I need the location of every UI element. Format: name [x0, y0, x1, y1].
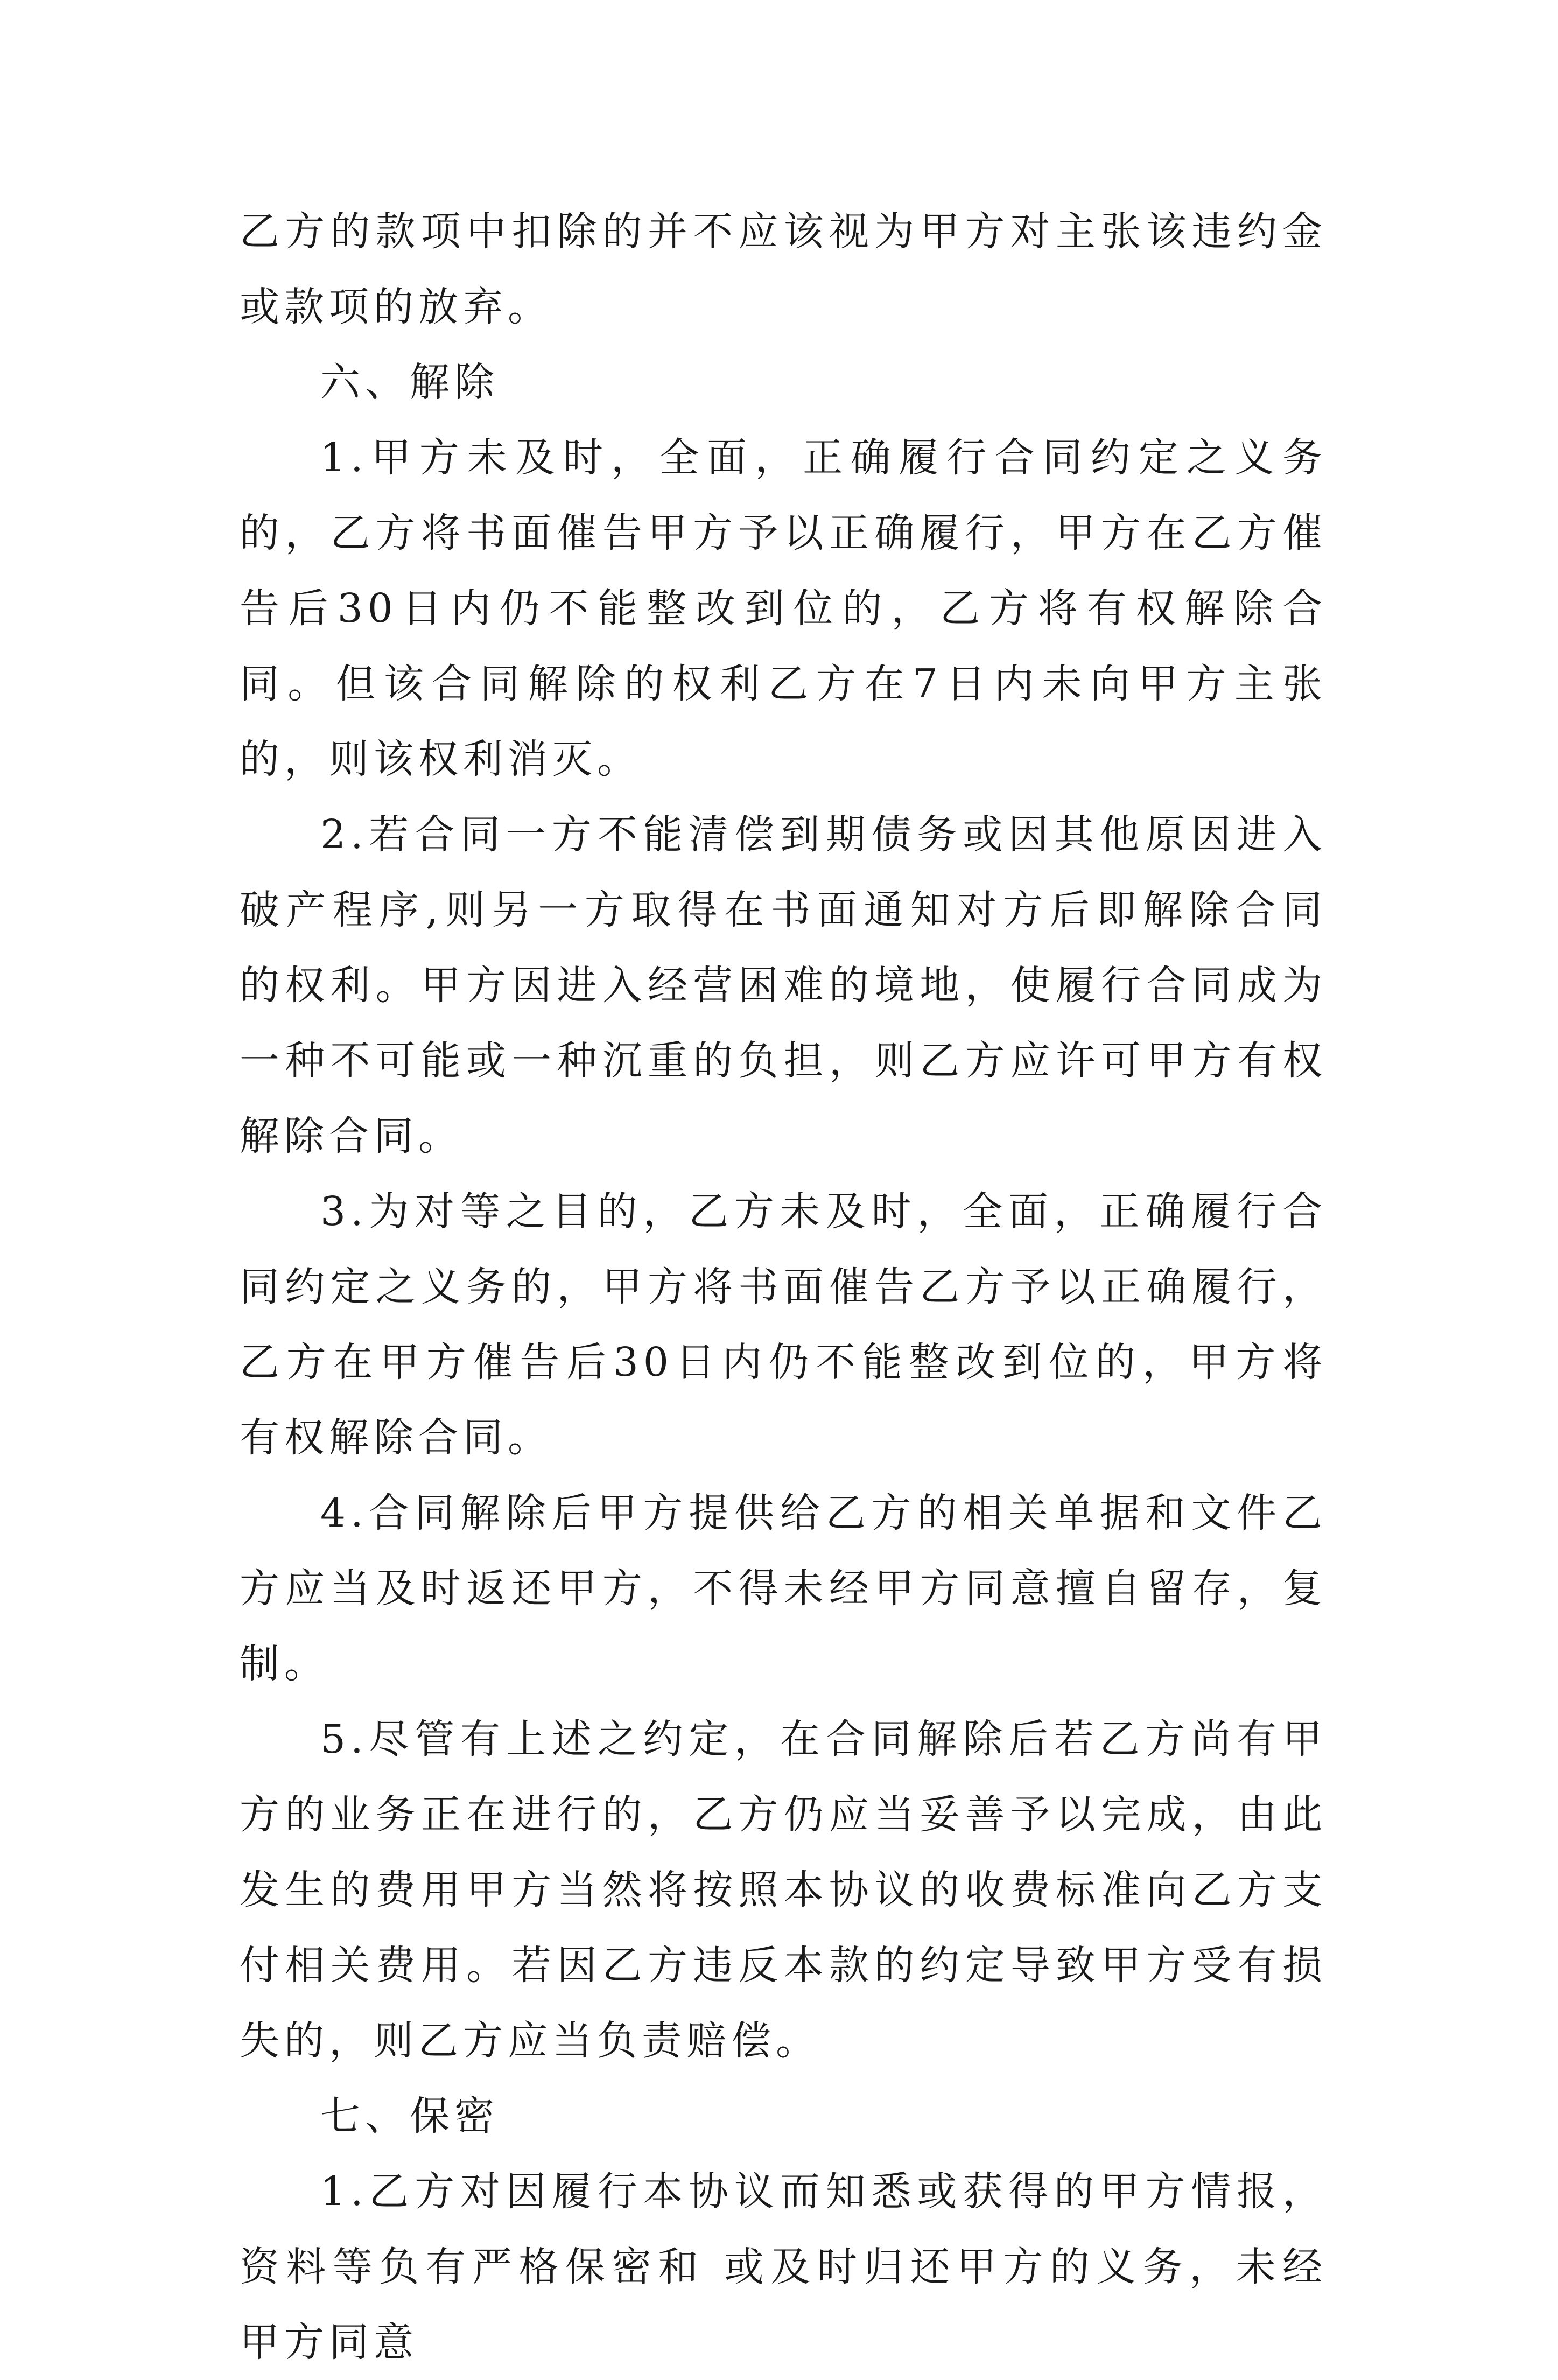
paragraph-continuation: 乙方的款项中扣除的并不应该视为甲方对主张该违约金或款项的放弃。: [240, 208, 1327, 330]
clause-6-3: 3.为对等之目的，乙方未及时，全面，正确履行合同约定之义务的，甲方将书面催告乙方予以正确履行，乙方在甲方催告后30日内仍不能整改到位的，甲方将有权解除合同。: [240, 1188, 1327, 1461]
clause-7-1: 1.乙方对因履行本协议而知悉或获得的甲方情报，资料等负有严格保密和 或及时归还甲方的义务，未经甲方同意: [240, 2168, 1327, 2365]
clause-6-2: 2.若合同一方不能清偿到期债务或因其他原因进入破产程序,则另一方取得在书面通知对方后即解除合同的权利。甲方因进入经营困难的境地，使履行合同成为一种不可能或一种沉重的负担，则乙方应许可甲方有权解除合同。: [240, 811, 1327, 1159]
clause-6-4: 4.合同解除后甲方提供给乙方的相关单据和文件乙方应当及时返还甲方，不得未经甲方同意擅自留存，复制。: [240, 1490, 1327, 1687]
section-heading-termination: 六、解除: [320, 359, 499, 405]
clause-6-1: 1.甲方未及时，全面，正确履行合同约定之义务的，乙方将书面催告甲方予以正确履行，甲方在乙方催告后30日内仍不能整改到位的，乙方将有权解除合同。但该合同解除的权利乙方在7日内未向甲方主张的，则该权利消灭。: [240, 435, 1327, 782]
section-heading-confidentiality: 七、保密: [320, 2093, 499, 2139]
clause-6-5: 5.尽管有上述之约定，在合同解除后若乙方尚有甲方的业务正在进行的，乙方仍应当妥善予以完成，由此发生的费用甲方当然将按照本协议的收费标准向乙方支付相关费用。若因乙方违反本款的约定导致甲方受有损失的，则乙方应当负责赔偿。: [240, 1716, 1327, 2064]
document-body: [240, 194, 1327, 2380]
